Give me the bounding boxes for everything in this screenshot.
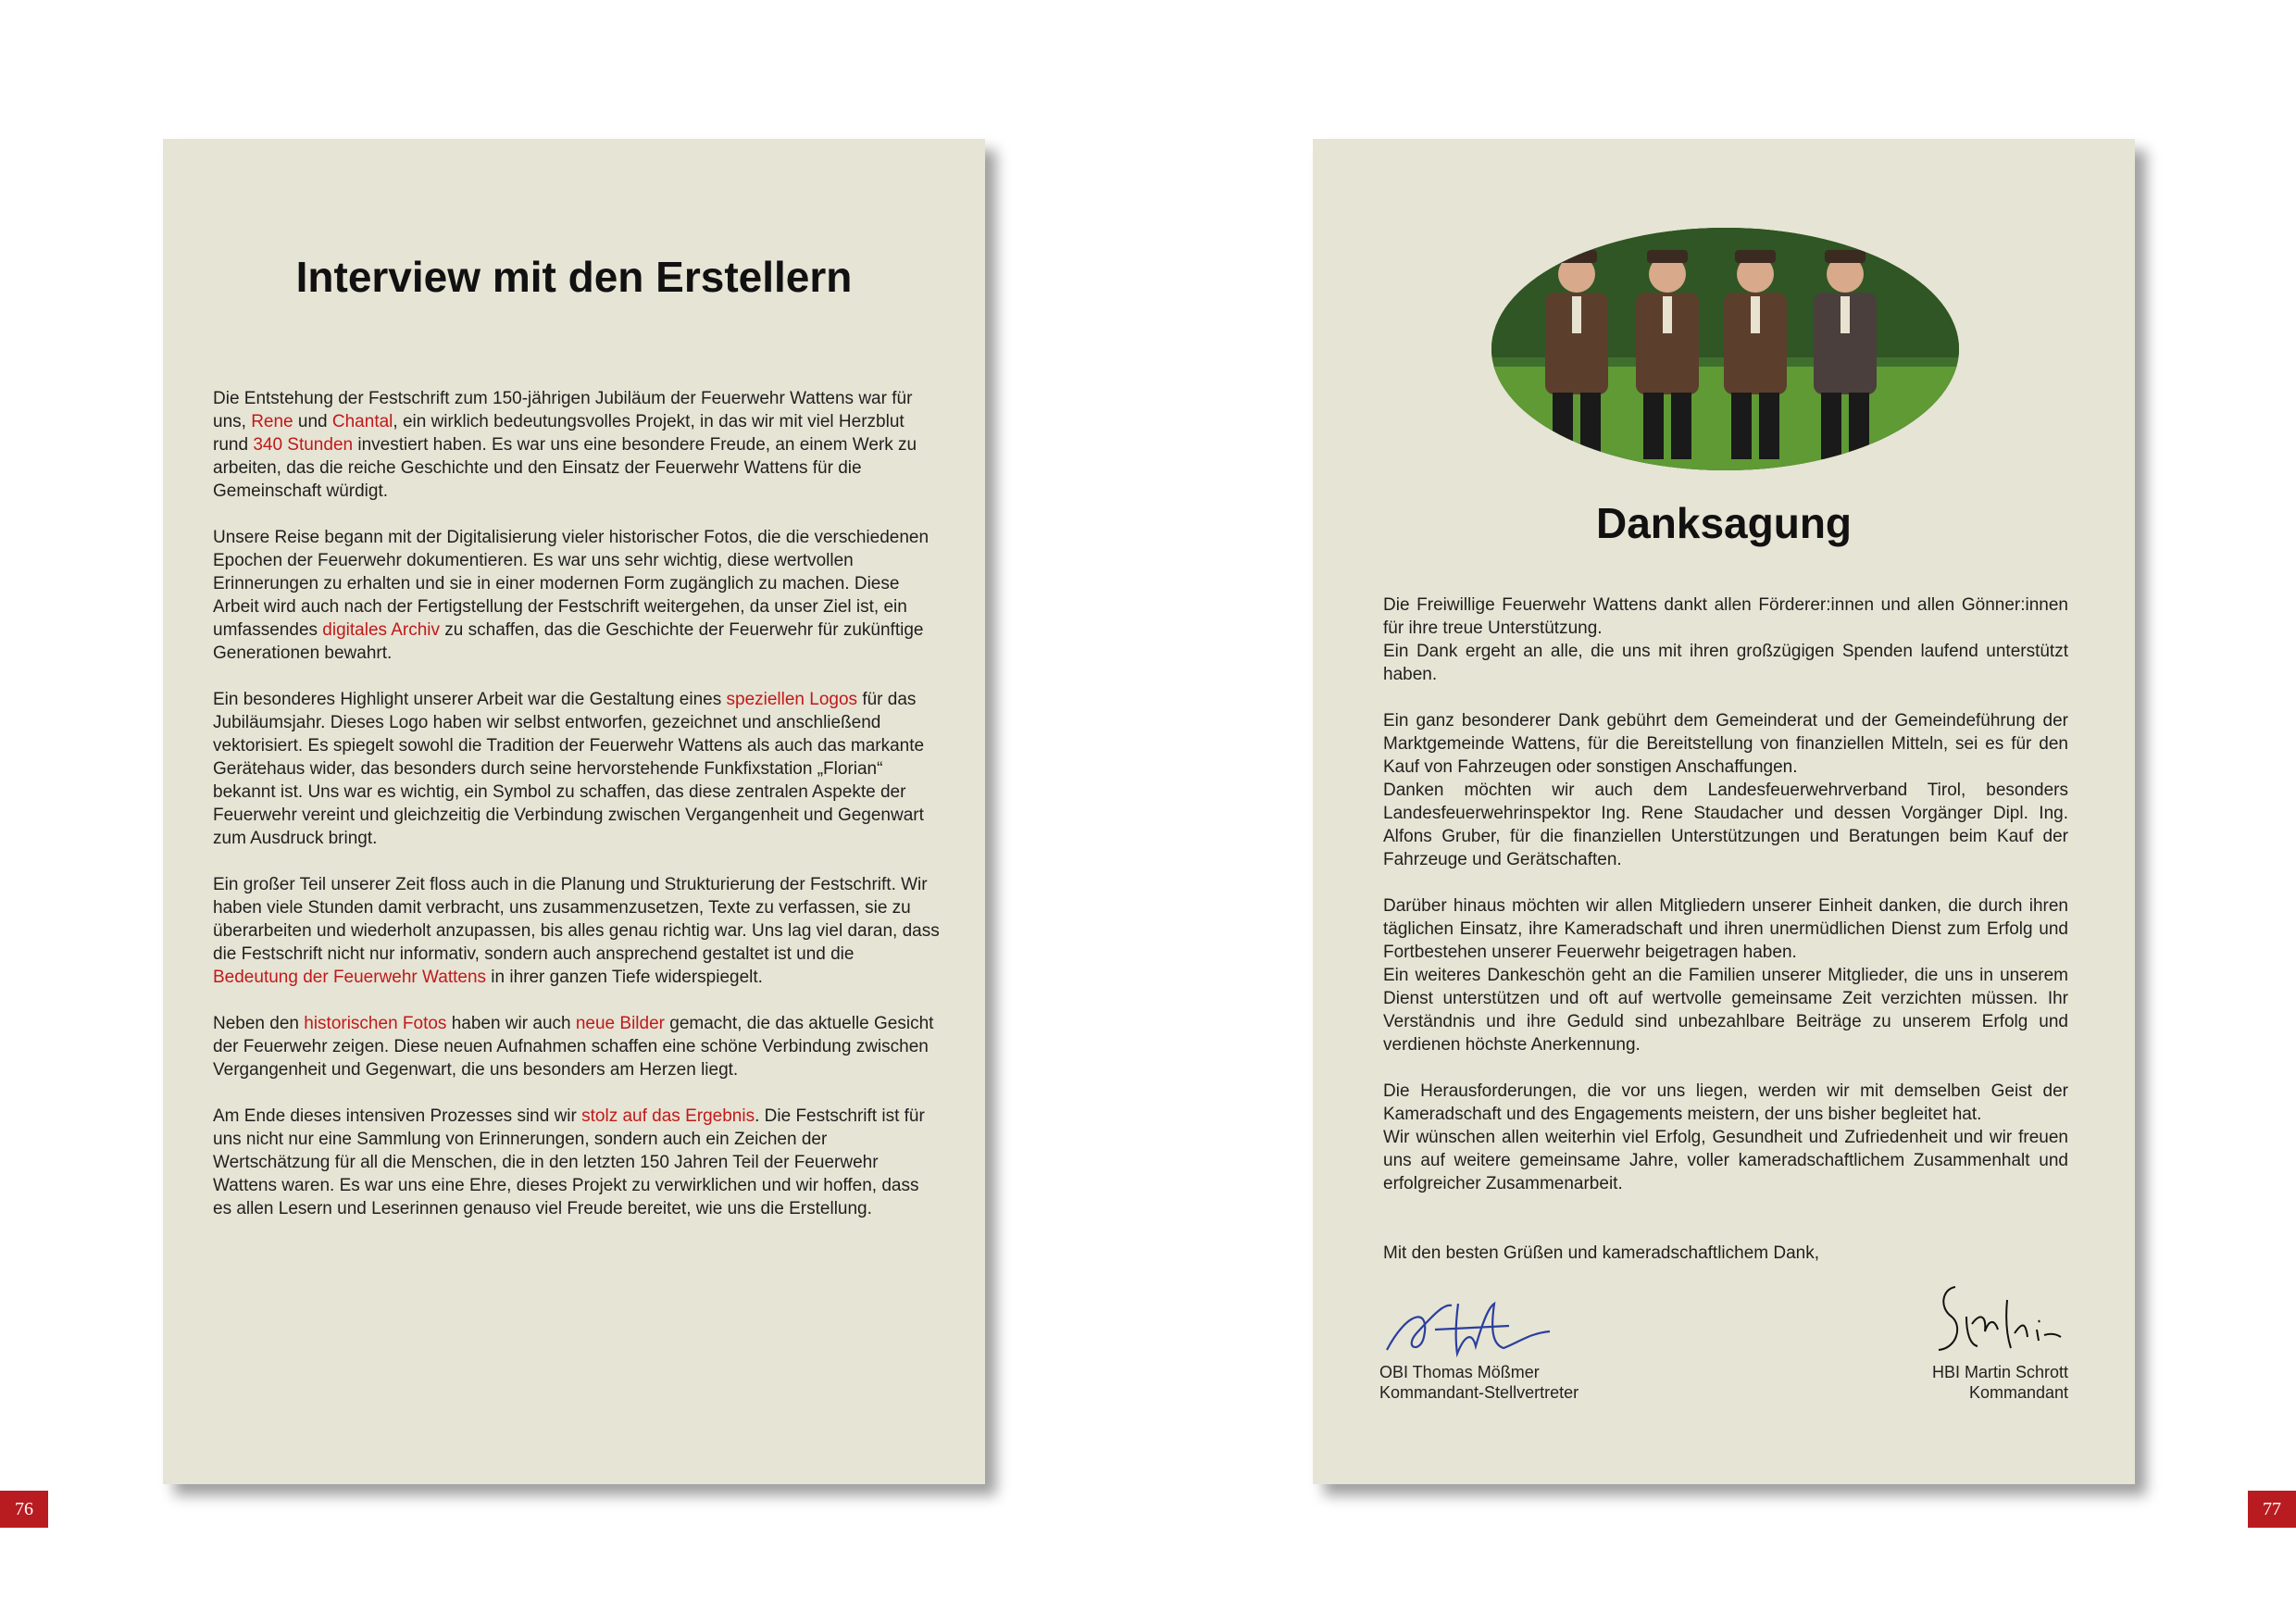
page-number-left: 76 <box>0 1491 48 1528</box>
body-text: Am Ende dieses intensiven Prozesses sind wir <box>213 1106 582 1126</box>
person-shape <box>1751 296 1760 333</box>
body-text: Ein Dank ergeht an alle, die uns mit ihren großzügigen Spenden laufend unterstützt haben. <box>1383 642 2068 684</box>
person-shape <box>1735 250 1776 263</box>
body-text: Die Herausforderungen, die vor uns liegen, werden wir mit demselben Geist der Kameradschaft und des Engagements meistern, der uns bisher begleitet hat. <box>1383 1081 2068 1124</box>
paragraph <box>213 873 940 989</box>
highlight-text: Chantal <box>331 412 393 431</box>
paragraph <box>1383 593 2068 686</box>
left-page <box>163 139 985 1484</box>
body-text: Neben den <box>213 1014 305 1033</box>
signature-left-icon <box>1379 1293 1565 1363</box>
body-text: investiert haben. Es war uns eine besondere Freude, an einem Werk zu arbeiten, das die reiche Geschichte und den Einsatz der Feuerwehr Wattens für die Gemeinschaft würdigt. <box>213 435 917 501</box>
firefighters-photo-icon <box>1491 228 1959 470</box>
body-text: gemacht, die das aktuelle Gesicht der Feuerwehr zeigen. Diese neuen Aufnahmen schaffen eine schöne Verbindung zwischen Vergangenheit und Gegenwart, die uns besonders am Herzen liegt. <box>213 1014 934 1080</box>
body-text: für das Jubiläumsjahr. Dieses Logo haben wir selbst entworfen, gezeichnet und anschließend vektorisiert. Es spiegelt sowohl die Tradition der Feuerwehr Wattens als auch das markante Gerätehaus wider, das besonders durch seine hervorstehende Funkfixstation „Florian“ bekannt ist. Uns war es wichtig, ein Symbol zu schaffen, das diese zentralen Aspekte der Feuerwehr vereint und gleichzeitig die Verbindung zwischen Vergangenheit und Gegenwart zum Ausdruck bringt. <box>213 690 925 848</box>
paragraph <box>213 1105 940 1220</box>
signatory-role: Kommandant-Stellvertreter <box>1379 1383 1579 1402</box>
signature-block-right <box>1932 1362 2068 1403</box>
body-text: in ihrer ganzen Tiefe widerspiegelt. <box>486 968 763 987</box>
person-shape <box>1759 393 1779 459</box>
body-text: haben wir auch <box>446 1014 576 1033</box>
highlight-text: historischen Fotos <box>304 1014 447 1033</box>
person-shape <box>1849 393 1869 459</box>
paragraph <box>1383 709 2068 871</box>
body-text: Ein ganz besonderer Dank gebührt dem Gemeinderat und der Gemeindeführung der Marktgemeinde Wattens, für die Bereitstellung von finanziellen Mitteln, sei es für den Kauf von Fahrzeugen oder sonstigen Anschaffungen. <box>1383 711 2068 777</box>
person-shape <box>1671 393 1691 459</box>
person-shape <box>1841 296 1850 333</box>
highlight-text: Bedeutung der Feuerwehr Wattens <box>213 968 487 987</box>
body-text: Die Freiwillige Feuerwehr Wattens dankt allen Förderer:innen und allen Gönner:innen für ihre treue Unterstützung. <box>1383 595 2068 638</box>
paragraph <box>1383 1080 2068 1195</box>
right-page <box>1313 139 2135 1484</box>
paragraph <box>213 1012 940 1081</box>
signatory-name: OBI Thomas Mößmer <box>1379 1363 1540 1381</box>
person-shape <box>1825 250 1866 263</box>
person-shape <box>1643 393 1664 459</box>
highlight-text: neue Bilder <box>575 1014 665 1033</box>
body-text: Danken möchten wir auch dem Landesfeuerwehrverband Tirol, besonders Landesfeuerwehrinspektor Ing. Rene Staudacher und dessen Vorgänger Dipl. Ing. Alfons Gruber, für die finanziellen Unterstützungen und Beratungen beim Kauf der Fahrzeuge und Gerätschaften. <box>1383 781 2068 869</box>
body-text: Darüber hinaus möchten wir allen Mitgliedern unserer Einheit danken, die durch ihren täglichen Einsatz, ihre Kameradschaft und ihren unermüdlichen Dienst zum Erfolg und Fortbestehen unserer Feuerwehr beigetragen haben. <box>1383 896 2068 962</box>
person-shape <box>1580 393 1601 459</box>
signature-block-left <box>1379 1362 1578 1403</box>
body-text: Unsere Reise begann mit der Digitalisierung vieler historischer Fotos, die die verschiedenen Epochen der Feuerwehr dokumentieren. Es war uns sehr wichtig, diese wertvollen Erinnerungen zu erhalten und sie in einer modernen Form zugänglich zu machen. Diese Arbeit wird auch nach der Fertigstellung der Festschrift weitergehen, da unser Ziel ist, ein umfassendes <box>213 528 930 640</box>
paragraph <box>213 688 940 850</box>
paragraph <box>213 526 940 665</box>
signatory-name: HBI Martin Schrott <box>1931 1363 2068 1381</box>
highlight-text: stolz auf das Ergebnis <box>581 1106 755 1126</box>
highlight-text: speziellen Logos <box>726 690 858 709</box>
body-text: , ein wirklich bedeutungsvolles Projekt, in das wir mit viel Herzblut rund <box>213 412 905 455</box>
page-number-right: 77 <box>2248 1491 2296 1528</box>
signatory-role: Kommandant <box>1968 1383 2068 1402</box>
body-text: Ein weiteres Dankeschön geht an die Familien unserer Mitglieder, die uns in unserem Dienst unterstützen und oft auf wertvolle gemeinsame Zeit verzichten müssen. Ihr Verständnis und ihre Geduld sind unbezahlbare Beiträge zu unserem Erfolg und verdienen höchste Anerkennung. <box>1383 966 2068 1055</box>
person-shape <box>1572 296 1581 333</box>
signature-right-icon <box>1929 1280 2068 1357</box>
person-shape <box>1647 250 1688 263</box>
body-text: . Die Festschrift ist für uns nicht nur eine Sammlung von Erinnerungen, sondern auch ein Zeichen der Wertschätzung für all die Menschen, die in den letzten 150 Jahren Teil der Feuerwehr Wattens waren. Es war uns eine Ehre, dieses Projekt zu verwirklichen und wir hoffen, dass es allen Lesern und Leserinnen genauso viel Freude bereitet, wie uns die Erstellung. <box>213 1106 925 1218</box>
person-shape <box>1663 296 1672 333</box>
highlight-text: digitales Archiv <box>322 620 441 640</box>
body-text: Wir wünschen allen weiterhin viel Erfolg, Gesundheit und Zufriedenheit und wir freuen uns auf weitere gemeinsame Jahre, voller kameradschaftlichem Zusammenhalt und erfolgreicher Zusammenarbeit. <box>1383 1128 2068 1193</box>
thanks-body <box>1383 593 2068 1218</box>
group-photo <box>1491 228 1959 470</box>
body-text: Ein besonderes Highlight unserer Arbeit war die Gestaltung eines <box>213 690 727 709</box>
paragraph <box>213 387 940 503</box>
person-shape <box>1821 393 1841 459</box>
body-text: Ein großer Teil unserer Zeit floss auch in die Planung und Strukturierung der Festschrift. Wir haben viele Stunden damit verbracht, uns zusammenzusetzen, Texte zu verfassen, sie zu überarbeiten und wiederholt anzupassen, bis alles genau richtig war. Uns lag viel daran, dass die Festschrift nicht nur informativ, sondern auch ansprechend gestaltet ist und die <box>213 875 940 964</box>
highlight-text: 340 Stunden <box>253 435 354 455</box>
person-shape <box>1731 393 1752 459</box>
paragraph <box>1383 894 2068 1056</box>
person-shape <box>1553 393 1573 459</box>
closing-line: Mit den besten Grüßen und kameradschaftlichem Dank, <box>1383 1243 1820 1263</box>
page-title: Danksagung <box>1595 499 1853 547</box>
interview-body <box>213 387 940 1243</box>
body-text: und <box>293 412 332 431</box>
page-title: Interview mit den Erstellern <box>295 253 853 301</box>
body-text: Die Entstehung der Festschrift zum 150-jährigen Jubiläum der Feuerwehr Wattens war für uns, <box>213 389 913 431</box>
highlight-text: Rene <box>251 412 293 431</box>
person-shape <box>1556 250 1597 263</box>
body-text: zu schaffen, das die Geschichte der Feuerwehr für zukünftige Generationen bewahrt. <box>213 620 924 663</box>
